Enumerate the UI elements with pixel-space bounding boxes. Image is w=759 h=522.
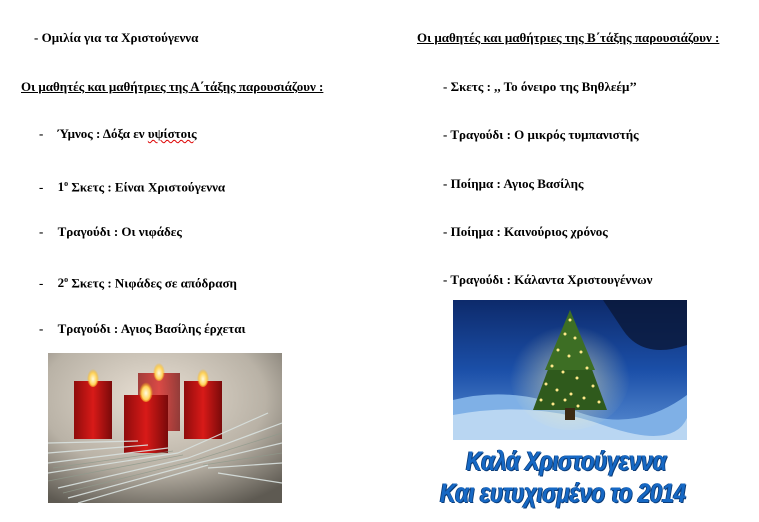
left-list-item-5 <box>39 321 246 337</box>
greeting-line-2: Και ευτυχισμένο το 2014 <box>440 478 686 508</box>
misspelled-word: υψίστοις <box>147 126 197 141</box>
left-list-item-3 <box>39 224 182 240</box>
left-list-item-1 <box>39 126 197 142</box>
candles-wreath-photo <box>48 353 282 503</box>
left-list-item-4 <box>39 272 237 291</box>
right-list-item-4: - Ποίημα : Καινούριος χρόνος <box>443 224 608 239</box>
item-label: Ύμνος : Δόξα εν <box>57 126 148 141</box>
intro-item: - Ομιλία για τα Χριστούγεννα <box>34 30 199 45</box>
bullet: - <box>39 224 44 239</box>
left-heading: Οι μαθητές και μαθήτριες της Α΄τάξης παρουσιάζουν : <box>21 79 324 94</box>
greeting-line-1: Καλά Χριστούγεννα <box>466 446 667 476</box>
right-list-item-5: - Τραγούδι : Κάλαντα Χριστουγέννων <box>443 272 653 287</box>
item-label: Σκετς : Νιφάδες σε απόδραση <box>68 275 237 291</box>
item-label: Τραγούδι : Οι νιφάδες <box>57 224 182 239</box>
christmas-tree-snow-photo <box>453 300 687 440</box>
right-list-item-1: - Σκετς : ,, Το όνειρο της Βηθλεέμ’’ <box>443 79 638 94</box>
bullet: - <box>39 275 44 291</box>
right-list-item-2: - Τραγούδι : Ο μικρός τυμπανιστής <box>443 127 639 142</box>
bullet: - <box>39 126 44 141</box>
bullet: - <box>39 179 44 195</box>
item-label: Σκετς : Είναι Χριστούγεννα <box>68 179 226 195</box>
ordinal-number: 1 <box>57 179 65 195</box>
right-heading: Οι μαθητές και μαθήτριες της Β΄τάξης παρουσιάζουν : <box>417 30 720 45</box>
right-list-item-3: - Ποίημα : Αγιος Βασίλης <box>443 176 584 191</box>
left-list-item-2 <box>39 176 225 195</box>
item-label: Τραγούδι : Αγιος Βασίλης έρχεται <box>57 321 246 336</box>
ordinal-suffix: ο <box>64 179 69 188</box>
ordinal-number: 2 <box>57 275 65 291</box>
ordinal-suffix: ο <box>64 275 69 284</box>
bullet: - <box>39 321 44 336</box>
